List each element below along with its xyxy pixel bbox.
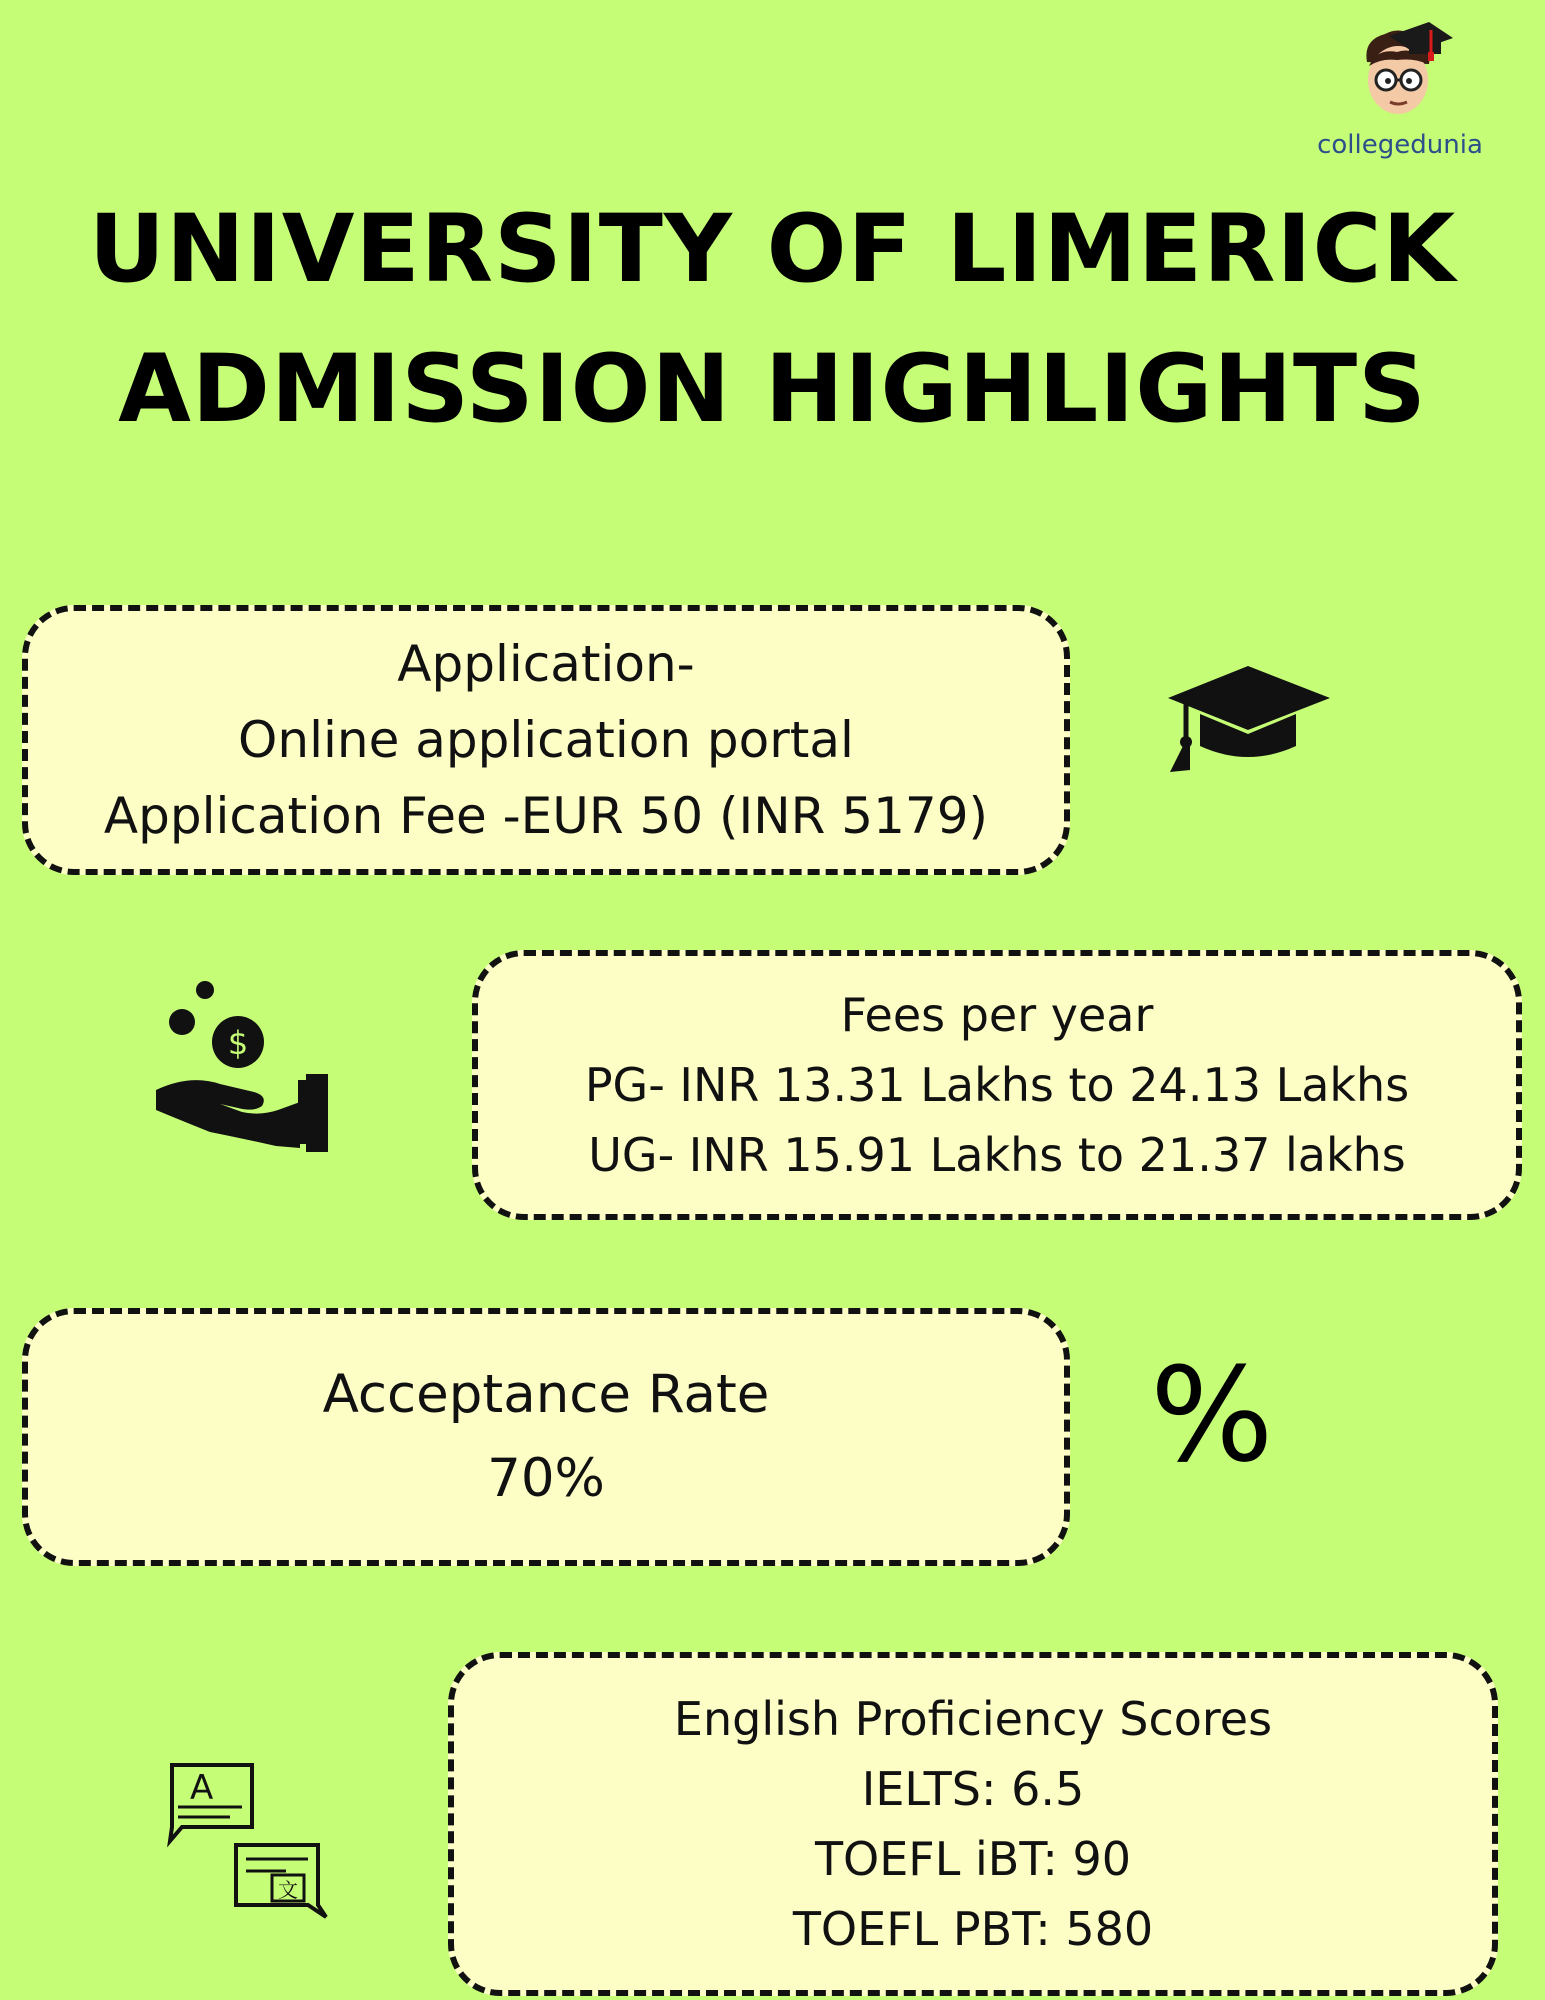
brand-logo [1300,18,1500,168]
english-heading: English Proficiency Scores [673,1692,1273,1746]
fees-ug: UG- INR 15.91 Lakhs to 21.37 lakhs [588,1128,1406,1182]
application-fee: Application Fee -EUR 50 (INR 5179) [103,787,989,845]
application-portal: Online application portal [238,711,854,769]
acceptance-heading: Acceptance Rate [322,1364,770,1425]
fees-card [472,950,1522,1220]
fees-heading: Fees per year [840,988,1154,1042]
page-title-line-2: ADMISSION HIGHLIGHTS [118,335,1427,444]
svg-text:$: $ [227,1024,249,1062]
page-title [0,180,1545,460]
english-card [448,1652,1498,1996]
translate-icon-letter-a: A [190,1768,214,1808]
acceptance-value: 70% [487,1448,605,1509]
graduation-cap-icon [1160,660,1340,784]
acceptance-card [22,1308,1070,1566]
english-toefl-pbt: TOEFL PBT: 580 [792,1902,1154,1956]
application-heading: Application- [397,635,695,693]
english-toefl-ibt: TOEFL iBT: 90 [814,1832,1132,1886]
fees-pg: PG- INR 13.31 Lakhs to 24.13 Lakhs [584,1058,1410,1112]
translate-icon [160,1755,340,1929]
application-card [22,605,1070,875]
percent-icon: % [1150,1339,1274,1491]
mascot-icon [1345,18,1455,128]
english-ielts: IELTS: 6.5 [861,1762,1085,1816]
page-title-line-1: UNIVERSITY OF LIMERICK [88,195,1457,304]
brand-name: collegedunia [1317,130,1483,160]
money-hand-icon [150,970,340,1164]
translate-icon-letter-wen: 文 [278,1878,298,1902]
